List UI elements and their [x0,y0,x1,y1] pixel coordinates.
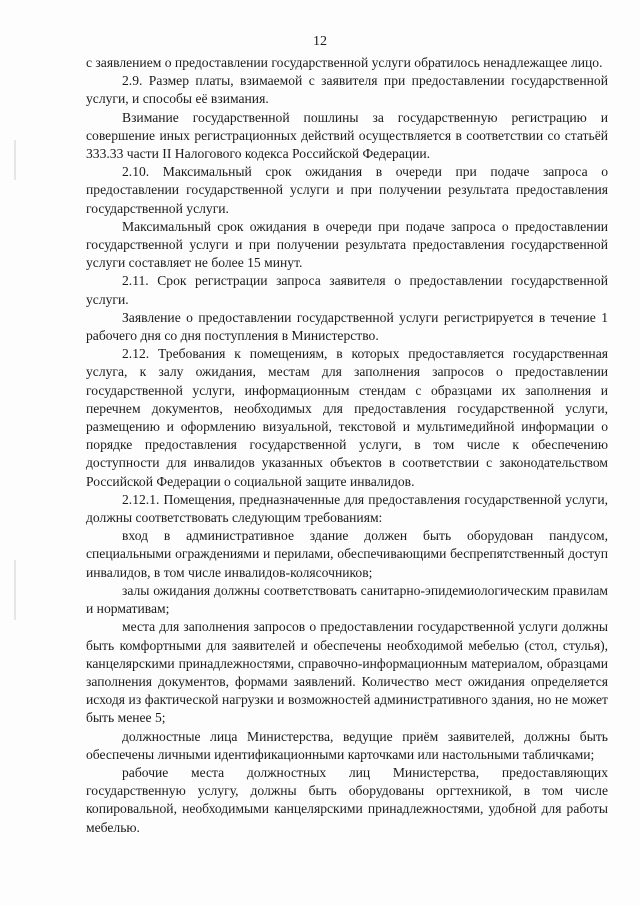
scan-artifact [14,560,16,620]
paragraph: Максимальный срок ожидания в очереди при подаче запроса о предоставлении государственной услуги и при получении результата предоставления государственной услуги составляет не более 15 минут. [86,218,608,271]
page-number: 12 [313,34,327,49]
section-heading-2-12: 2.12. Требования к помещениям, в которых предоставляется государственная услуга, к залу ожидания, местам для заполнения запросов о предоставлении государственной услуги, информационным стендам с образцами их заполнения и перечнем документов, необходимых для предоставления государственной услуги, размещению и оформлению визуальной, текстовой и мультимедийной информации о порядке предоставления государственной услуги, в том числе к обеспечению доступности для инвалидов указанных объектов в соответствии с законодательством Российской Федерации о социальной защите инвалидов. [86,346,608,489]
list-item: залы ожидания должны соответствовать санитарно-эпидемиологическим правилам и нормативам; [86,582,608,617]
section-heading-2-10: 2.10. Максимальный срок ожидания в очереди при подаче запроса о предоставлении государственной услуги и при получении результата предоставления государственной услуги. [86,164,608,216]
section-heading-2-12-1: 2.12.1. Помещения, предназначенные для предоставления государственной услуги, должны соответствовать следующим требованиям: [86,491,608,526]
list-item: вход в административное здание должен быть оборудован пандусом, специальными ограждениями и перилами, обеспечивающими беспрепятственный доступ инвалидов, в том числе инвалидов-колясочников; [86,528,608,580]
list-item: места для заполнения запросов о предоставлении государственной услуги должны быть комфортными для заявителей и обеспечены необходимой мебелью (стол, стулья), канцелярскими принадлежностями, справочно-информационным материалом, образцами заполнения документов, формами заявлений. Количество мест ожидания определяется исходя из фактической нагрузки и возможностей административного здания, но не может быть менее 5; [86,619,608,726]
section-heading-2-9: 2.9. Размер платы, взимаемой с заявителя при предоставлении государственной услуги, и способы её взимания. [86,73,608,107]
list-item: рабочие места должностных лиц Министерства, предоставляющих государственную услугу, должны быть оборудованы оргтехникой, в том числе копировальной, необходимыми канцелярскими принадлежностями, удобной для работы мебелью. [86,764,608,835]
paragraph: Заявление о предоставлении государственной услуги регистрируется в течение 1 рабочего дня со дня поступления в Министерство. [86,309,608,344]
paragraph: с заявлением о предоставлении государственной услуги обратилось ненадлежащее лицо. [86,55,603,70]
document-body [86,54,608,837]
list-item: должностные лица Министерства, ведущие приём заявителей, должны быть обеспечены личными идентификационными карточками или настольными табличками; [86,728,608,762]
section-heading-2-11: 2.11. Срок регистрации запроса заявителя о предоставлении государственной услуги. [86,273,608,307]
scan-artifact [14,140,16,180]
paragraph: Взимание государственной пошлины за государственную регистрацию и совершение иных регистрационных действий осуществляется в соответствии со статьёй 333.33 части II Налогового кодекса Российской Федерации. [86,109,608,162]
